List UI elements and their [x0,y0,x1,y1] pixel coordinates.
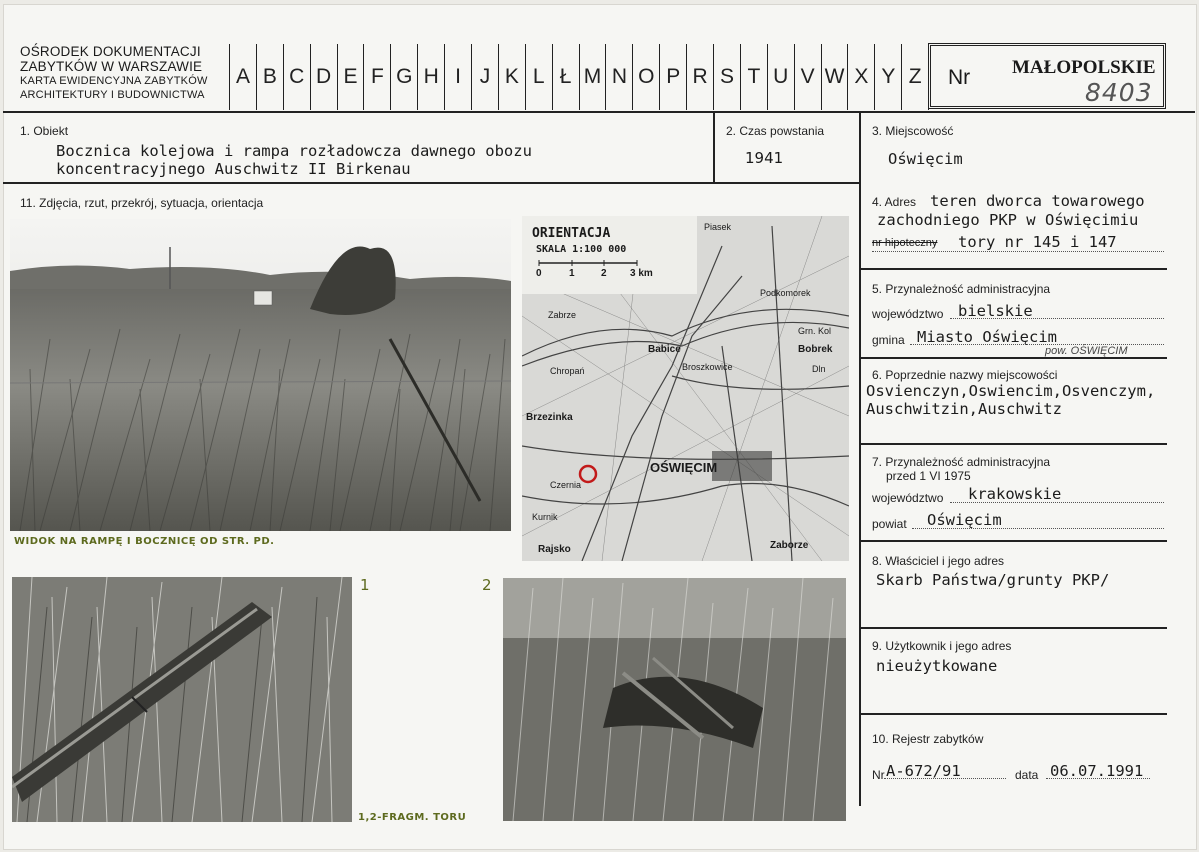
photo-track-fragment-2 [503,578,846,821]
alphabet-letter: V [795,44,822,110]
scale-tick-0: 0 [536,268,542,279]
rule-6 [860,443,1167,445]
col-divider-main [859,111,861,806]
register-number: A-672/91 [886,762,961,780]
alphabet-letter: M [580,44,607,110]
alphabet-letter: B [257,44,284,110]
gmina-note: pow. OŚWIĘCIM [1045,345,1128,357]
alphabet-letter: W [822,44,849,110]
map-place-czernia: Czernia [550,480,582,490]
address-line-2: zachodniego PKP w Oświęcimiu [877,211,1139,229]
mortgage-label-struck: nr hipoteczny [872,237,938,249]
photo-track-fragment-1 [12,577,352,822]
col-divider-1 [713,111,715,183]
object-name [56,142,532,178]
alphabet-letter: N [606,44,633,110]
map-place-rajsko: Rajsko [538,544,571,555]
field-11-label: 11. Zdjęcia, rzut, przekrój, sytuacja, orientacja [20,196,264,210]
alphabet-letter: Ł [553,44,580,110]
rule-9 [860,713,1167,715]
scale-tick-3: 3 km [630,268,653,279]
powiat-dotline [912,528,1164,529]
alphabet-letter: I [445,44,472,110]
powiat-value: Oświęcim [927,511,1002,529]
gmina-dotline [910,344,1164,345]
locality: Oświęcim [888,150,963,168]
previous-names-line-1: Osvienczyn,Oswiencim,Osvenczym, [866,382,1156,400]
field-6-label: 6. Poprzednie nazwy miejscowości [872,368,1058,382]
caption-main-photo: WIDOK NA RAMPĘ I BOCZNICĘ OD STR. PD. [14,536,275,547]
alphabet-letter: E [338,44,365,110]
alphabet-letter: X [848,44,875,110]
alphabet-letter: O [633,44,660,110]
old-voivodeship-dotline [950,502,1164,503]
user-value: nieużytkowane [876,657,998,675]
alphabet-letter: Z [902,44,929,110]
scale-tick-1: 1 [569,268,575,279]
map-title: ORIENTACJA [532,226,611,241]
rule-7 [860,540,1167,542]
orientation-map [522,216,849,561]
powiat-label: powiat [872,517,907,531]
field-8-label: 8. Właściciel i jego adres [872,554,1005,568]
institution-line-2: ZABYTKÓW W WARSZAWIE [20,59,203,74]
map-place-piasek: Piasek [704,222,732,232]
alphabet-letter: D [311,44,338,110]
map-place-babice: Babice [648,344,681,355]
photo-2-number: 2 [482,576,492,594]
alphabet-letter: F [364,44,391,110]
register-nr-dotline [884,778,1006,779]
alphabet-letter: L [526,44,553,110]
rule-4 [860,268,1167,270]
map-place-chropan: Chropań [550,366,585,376]
map-place-grn-kol: Grn. Kol [798,326,832,336]
alphabet-letter: G [391,44,418,110]
address-dotline [872,251,1164,252]
alphabet-letter: K [499,44,526,110]
institution-block [20,44,208,102]
field-1-label: 1. Obiekt [20,124,69,138]
institution-line-1: OŚRODEK DOKUMENTACJI [20,44,201,59]
field-7-label: 7. Przynależność administracyjna [872,455,1051,469]
register-date-label: data [1015,768,1039,782]
alphabet-letter: P [660,44,687,110]
alphabet-letter: U [768,44,795,110]
field-4-label: 4. Adres [872,195,917,209]
register-date-dotline [1046,778,1150,779]
region-number: 8403 [1085,78,1153,107]
alphabet-letter: J [472,44,499,110]
address-line-1: teren dworca towarowego [930,192,1145,210]
creation-date: 1941 [745,149,784,167]
field-10-label: 10. Rejestr zabytków [872,732,984,746]
alphabet-letter: Y [875,44,902,110]
region-stamp: MAŁOPOLSKIE [1012,57,1156,78]
map-place-broszkowice: Broszkowice [682,362,733,372]
previous-names-line-2: Auschwitzin,Auschwitz [866,400,1062,418]
gmina-label: gmina [872,333,905,347]
alphabet-letter: H [418,44,445,110]
voivodeship-dotline [950,318,1164,319]
field-3-label: 3. Miejscowość [872,124,954,138]
object-name-line-2: koncentracyjnego Auschwitz II Birkenau [56,160,411,178]
voivodeship-value: bielskie [958,302,1033,320]
map-place-zabrze: Zabrze [548,310,577,320]
field-7-sublabel: przed 1 VI 1975 [886,469,971,483]
map-scale: SKALA 1:100 000 [536,244,627,255]
photo-1-number: 1 [360,576,370,594]
alphabet-letter: S [714,44,741,110]
caption-track-fragments: 1,2-FRAGM. TORU [358,812,467,823]
map-place-zaborze: Zaborze [770,540,809,551]
card-type-line-1: KARTA EWIDENCYJNA ZABYTKÓW [20,75,208,87]
field-9-label: 9. Użytkownik i jego adres [872,639,1012,653]
gmina-value: Miasto Oświęcim [917,328,1057,346]
map-place-oswiecim: OŚWIĘCIM [650,460,718,475]
field-2-label: 2. Czas powstania [726,124,825,138]
map-place-dln: Dln [812,364,826,374]
old-voivodeship-value: krakowskie [968,485,1062,503]
photo-rampa-view [10,219,511,531]
object-name-line-1: Bocznica kolejowa i rampa rozładowcza dawnego obozu [56,142,532,160]
map-place-kurnik: Kurnik [532,512,558,522]
map-place-brzezinka: Brzezinka [526,412,573,423]
old-voivodeship-label: województwo [872,491,944,505]
card-type-line-2: ARCHITEKTURY I BUDOWNICTWA [20,89,205,101]
rule-5 [860,357,1167,359]
scale-tick-2: 2 [601,268,607,279]
alphabet-index [229,44,929,110]
rule-8 [860,627,1167,629]
address-line-3: tory nr 145 i 147 [958,233,1117,251]
map-place-bobrek: Bobrek [798,344,833,355]
alphabet-letter: C [284,44,311,110]
register-nr-label: Nr [872,768,885,782]
map-place-podkomorek: Podkomorek [760,288,811,298]
voivodeship-label: województwo [872,307,944,321]
register-date: 06.07.1991 [1050,762,1144,780]
nr-label: Nr [948,66,971,89]
owner-value: Skarb Państwa/grunty PKP/ [876,571,1110,589]
field-5-label: 5. Przynależność administracyjna [872,282,1051,296]
alphabet-letter: T [741,44,768,110]
header-rule [3,111,1195,113]
alphabet-letter: A [230,44,257,110]
row1-rule [3,182,860,184]
alphabet-letter: R [687,44,714,110]
